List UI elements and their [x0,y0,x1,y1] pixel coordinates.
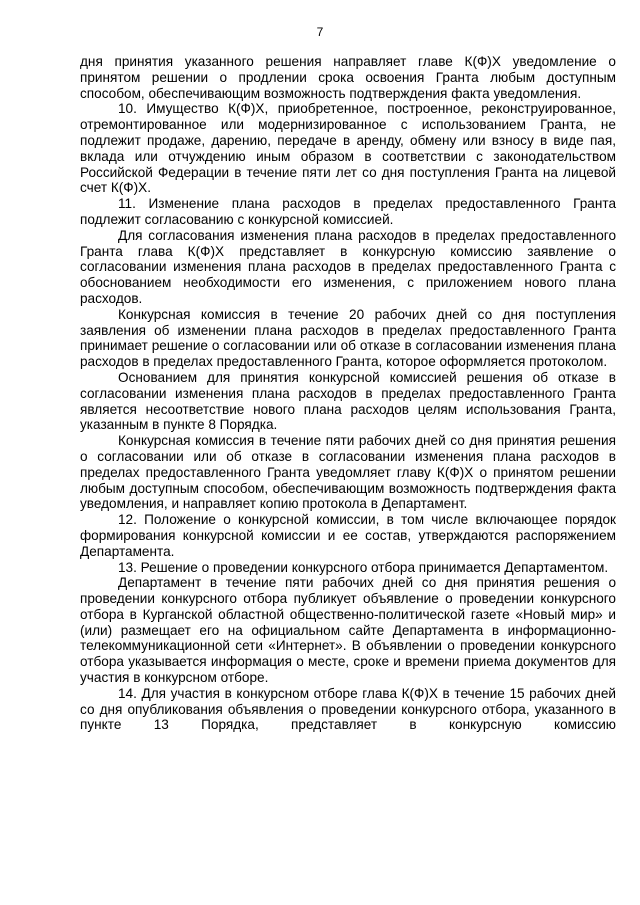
paragraph-announcement: Департамент в течение пяти рабочих дней со дня принятия решения о проведении конкурсного отбора публикует объявление о проведении конкурсного отбора в Курганской областной общественно-политической газете «Новый мир» и (или) размещает его на официальном сайте Департамента в информационно-телекоммуникационной сети «Интернет». В объявлении о проведении конкурсного отбора указывается информация о месте, сроке и времени приема документов для участия в конкурсном отборе. [80,575,616,686]
paragraph-item-10: 10. Имущество К(Ф)Х, приобретенное, построенное, реконструированное, отремонтированное или модернизированное с использованием Гранта, не подлежит продаже, дарению, передаче в аренду, обмену или взносу в виде пая, вклада или отчуждению иным образом в соответствии с законодательством Российской Федерации в течение пяти лет со дня поступления Гранта на лицевой счет К(Ф)Х. [80,101,616,196]
paragraph-continuation: дня принятия указанного решения направляет главе К(Ф)Х уведомление о принятом решении о продлении срока освоения Гранта любым доступным способом, обеспечивающим возможность подтверждения факта уведомления. [80,54,616,101]
paragraph-notification: Конкурсная комиссия в течение пяти рабочих дней со дня принятия решения о согласовании или об отказе в согласовании изменения плана расходов в пределах предоставленного Гранта уведомляет главу К(Ф)Х о принятом решении любым доступным способом, обеспечивающим возможность подтверждения факта уведомления, и направляет копию протокола в Департамент. [80,433,616,512]
paragraph-approval-request: Для согласования изменения плана расходов в пределах предоставленного Гранта глава К(Ф)Х представляет в конкурсную комиссию заявление о согласовании изменения плана расходов в пределах предоставленного Гранта с обоснованием необходимости его изменения, с приложением нового плана расходов. [80,227,616,306]
paragraph-item-11: 11. Изменение плана расходов в пределах предоставленного Гранта подлежит согласованию с конкурсной комиссией. [80,196,616,227]
paragraph-item-12: 12. Положение о конкурсной комиссии, в том числе включающее порядок формирования конкурсной комиссии и ее состав, утверждаются распоряжением Департамента. [80,512,616,559]
page-number: 7 [316,25,324,39]
paragraph-item-14: 14. Для участия в конкурсном отборе глава К(Ф)Х в течение 15 рабочих дней со дня опубликования объявления о проведении конкурсного отбора, указанного в пункте 13 Порядка, представляет в конкурсную комиссию [80,685,616,733]
paragraph-refusal-grounds: Основанием для принятия конкурсной комиссией решения об отказе в согласовании изменения плана расходов в пределах предоставленного Гранта является несоответствие нового плана расходов целям использования Гранта, указанным в пункте 8 Порядка. [80,369,616,433]
document-body [80,54,616,733]
paragraph-commission-decision: Конкурсная комиссия в течение 20 рабочих дней со дня поступления заявления об изменении плана расходов в пределах предоставленного Гранта принимает решение о согласовании или об отказе в согласовании изменения плана расходов в пределах предоставленного Гранта, которое оформляется протоколом. [80,306,616,370]
paragraph-item-13: 13. Решение о проведении конкурсного отбора принимается Департаментом. [118,559,609,575]
